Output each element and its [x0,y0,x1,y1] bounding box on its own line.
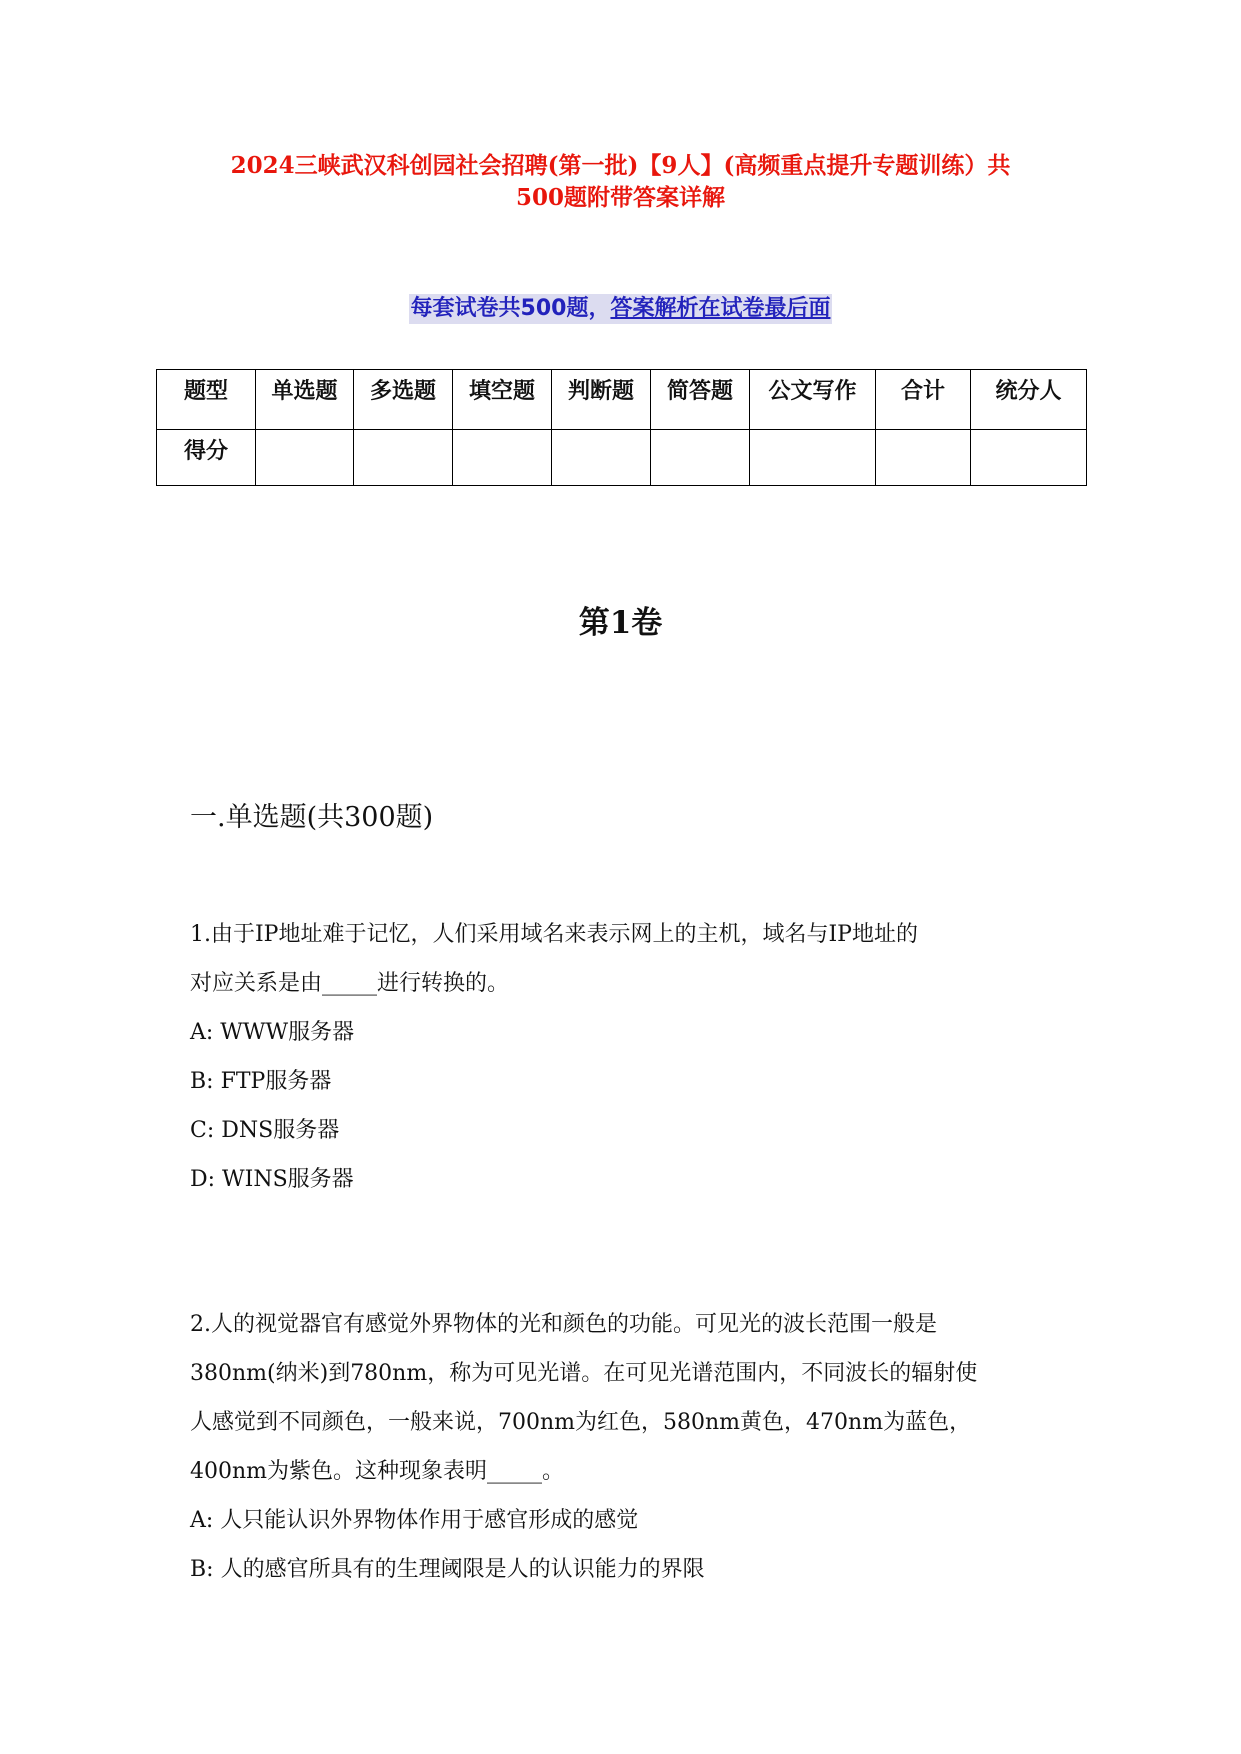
question-text-line: 380nm(纳米)到780nm，称为可见光谱。在可见光谱范围内，不同波长的辐射使 [190,1361,978,1386]
option-c: C: DNS服务器 [190,1118,340,1143]
header-cell: 多选题 [354,370,453,430]
title-line-2: 500题附带答案详解 [515,184,725,211]
subtitle-part-1: 每套试卷共500题， [410,296,611,321]
score-table [156,369,1087,486]
option-b: B: 人的感官所具有的生理阈限是人的认识能力的界限 [190,1557,705,1582]
score-cell [256,430,354,486]
header-cell: 公文写作 [750,370,876,430]
score-cell [750,430,876,486]
question-2 [190,1300,1070,1594]
document-title [150,150,1091,214]
volume-title: 第1卷 [578,605,663,641]
score-table-header-row [157,370,1087,430]
header-cell: 单选题 [256,370,354,430]
option-b: B: FTP服务器 [190,1069,332,1094]
score-table-score-row [157,430,1087,486]
question-1 [190,910,1070,1204]
section-title: 一.单选题(共300题) [190,802,434,833]
header-cell: 填空题 [453,370,552,430]
subtitle [409,294,833,324]
score-row-label: 得分 [157,430,256,486]
header-cell: 题型 [157,370,256,430]
header-cell: 统分人 [971,370,1087,430]
score-cell [971,430,1087,486]
question-text-line: 对应关系是由_____进行转换的。 [190,971,510,996]
question-text-line: 2.人的视觉器官有感觉外界物体的光和颜色的功能。可见光的波长范围一般是 [190,1312,937,1337]
question-text-line: 1.由于IP地址难于记忆，人们采用域名来表示网上的主机，域名与IP地址的 [190,922,918,947]
header-cell: 判断题 [552,370,651,430]
option-d: D: WINS服务器 [190,1167,354,1192]
score-cell [552,430,651,486]
subtitle-part-2: 答案解析在试卷最后面 [610,296,831,321]
score-cell [453,430,552,486]
score-cell [876,430,971,486]
option-a: A: WWW服务器 [190,1020,355,1045]
header-cell: 合计 [876,370,971,430]
score-cell [651,430,750,486]
question-text-line: 400nm为紫色。这种现象表明_____。 [190,1459,565,1484]
title-line-1: 2024三峡武汉科创园社会招聘(第一批)【9人】(高频重点提升专题训练）共 [230,152,1011,179]
option-a: A: 人只能认识外界物体作用于感官形成的感觉 [190,1508,639,1533]
subtitle-container [0,294,1241,324]
score-cell [354,430,453,486]
header-cell: 简答题 [651,370,750,430]
question-text-line: 人感觉到不同颜色，一般来说，700nm为红色，580nm黄色，470nm为蓝色， [190,1410,972,1435]
